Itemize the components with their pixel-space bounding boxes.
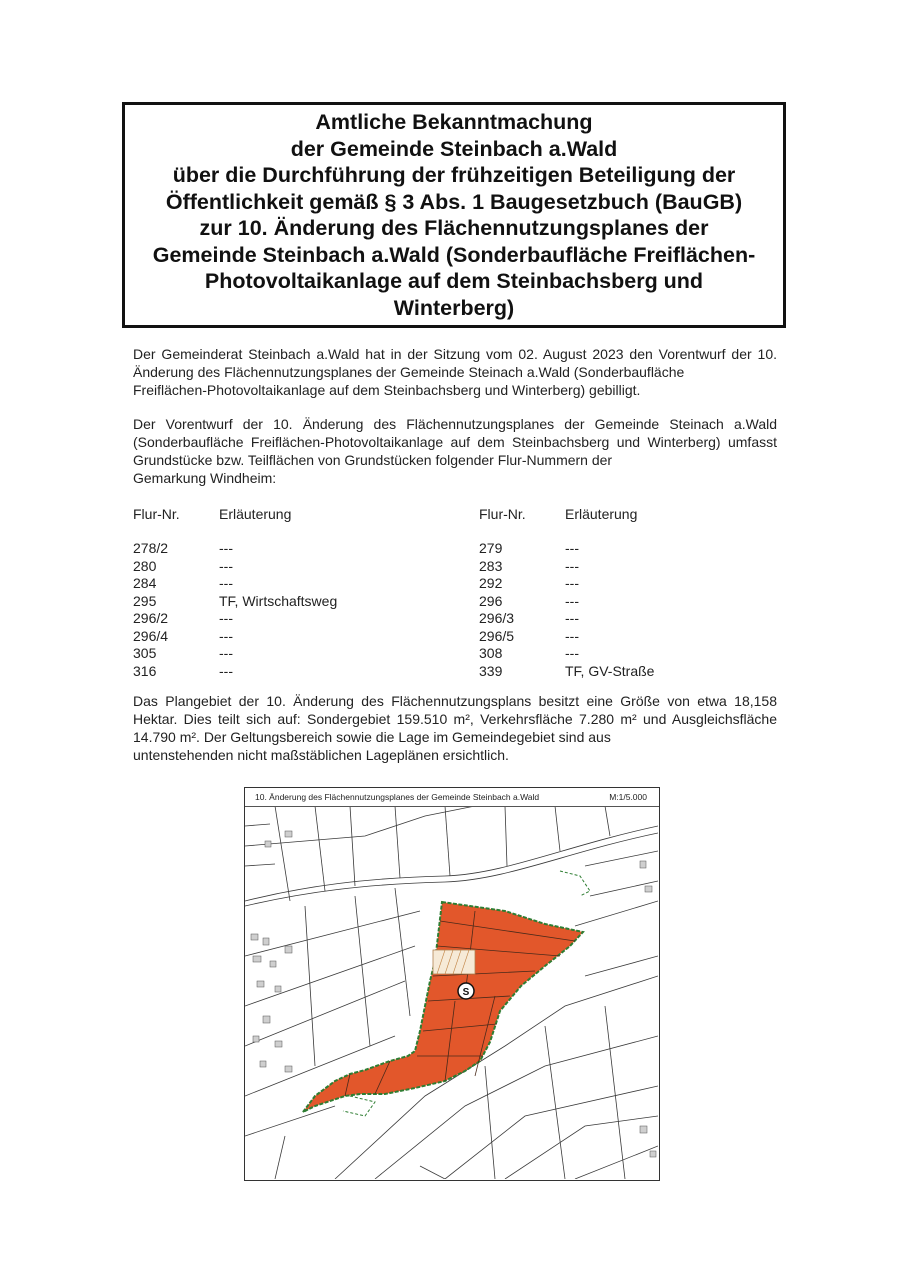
table-row (133, 645, 419, 663)
table-row (479, 540, 765, 558)
flur-nr: 279 (479, 540, 503, 556)
erlaeuterung: --- (565, 575, 579, 591)
paragraph-last-line: untenstehenden nicht maßstäblichen Lageplänen ersichtlich. (133, 747, 509, 763)
flur-nr: 296 (479, 592, 503, 609)
erlaeuterung: --- (219, 627, 233, 644)
erlaeuterung: --- (565, 645, 579, 661)
flur-nr: 284 (133, 575, 157, 591)
erlaeuterung: --- (219, 662, 233, 679)
flur-nr: 308 (479, 645, 503, 661)
table-row (133, 540, 419, 558)
paragraph-scope (133, 415, 777, 487)
table-row (479, 575, 765, 593)
erlaeuterung: --- (219, 610, 233, 626)
green-compensation-line (343, 1096, 375, 1116)
paragraph-body: Das Plangebiet der 10. Änderung des Flächennutzungsplans besitzt eine Größe von etwa 18,158 Hektar. Dies teilt sich auf: Sondergebiet 159.510 m², Verkehrsfläche 7.280 m² und Ausgleichsfläche 14.790 m². Der Geltungsbereich sowie die Lage im Gemeindegebiet sind aus (133, 693, 777, 745)
site-plan-map (244, 787, 660, 1181)
erlaeuterung: --- (565, 610, 579, 626)
table-row (479, 610, 765, 628)
paragraph-last-line: Freiflächen-Photovoltaikanlage auf dem Steinbachsberg und Winterberg) gebilligt. (133, 382, 641, 398)
table-row (479, 645, 765, 663)
paragraph-area-size (133, 692, 777, 764)
title-line: der Gemeinde Steinbach a.Wald (290, 136, 618, 161)
erlaeuterung: --- (565, 627, 579, 644)
paragraph-body: Der Gemeinderat Steinbach a.Wald hat in der Sitzung vom 02. August 2023 den Vorentwurf der 10. Änderung des Flächennutzungsplanes der Gemeinde Steinach a.Wald (Sonderbaufläche (133, 346, 777, 380)
header-flur-nr: Flur-Nr. (133, 506, 180, 522)
paragraph-body: Der Vorentwurf der 10. Änderung des Flächennutzungsplanes der Gemeinde Steinach a.Wald (Sonderbaufläche Freiflächen-Photovoltaikanlage auf dem Steinbachsberg und Winterberg) umfasst Grundstücke bzw. Teilflächen von Grundstücken folgender Flur-Nummern der (133, 416, 777, 468)
title-line: zur 10. Änderung des Flächennutzungsplanes der (199, 216, 709, 240)
flur-table-left (133, 506, 419, 680)
table-row (133, 575, 419, 593)
title-line: über die Durchführung der frühzeitigen Beteiligung der (172, 163, 736, 187)
flur-table-right (479, 506, 765, 680)
erlaeuterung: TF, Wirtschaftsweg (219, 592, 338, 609)
special-area-marker-label: S (462, 987, 470, 998)
title-line: Amtliche Bekanntmachung (315, 110, 593, 134)
table-row (479, 593, 765, 611)
table-row (479, 558, 765, 576)
table-row (133, 610, 419, 628)
flur-nr: 296/4 (133, 627, 169, 644)
announcement-title-box (122, 102, 786, 328)
flur-table-header (479, 506, 765, 540)
flur-nr: 296/3 (479, 610, 515, 626)
header-erlaeuterung: Erläuterung (219, 506, 292, 522)
title-line: Winterberg) (393, 295, 515, 320)
flur-nr: 278/2 (133, 540, 169, 556)
planning-area-polygon (303, 902, 583, 1112)
flur-nr: 283 (479, 557, 503, 574)
flur-nr: 305 (133, 645, 157, 661)
table-row (133, 558, 419, 576)
erlaeuterung: --- (219, 540, 233, 556)
flur-nr: 280 (133, 557, 157, 574)
map-header (245, 788, 659, 807)
erlaeuterung: --- (565, 557, 579, 574)
title-line: Photovoltaikanlage auf dem Steinbachsberg und (204, 269, 704, 293)
erlaeuterung: --- (219, 557, 233, 574)
erlaeuterung: TF, GV-Straße (565, 662, 655, 679)
paragraph-last-line: Gemarkung Windheim: (133, 470, 277, 486)
title-line: Gemeinde Steinbach a.Wald (Sonderbaufläche Freiflächen- (152, 242, 756, 267)
table-row (133, 628, 419, 646)
erlaeuterung: --- (219, 575, 233, 591)
map-scale: M:1/5.000 (609, 792, 647, 802)
header-erlaeuterung: Erläuterung (565, 506, 638, 522)
header-flur-nr: Flur-Nr. (479, 506, 526, 522)
flur-nr: 295 (133, 592, 157, 609)
erlaeuterung: --- (219, 645, 233, 661)
flur-table-header (133, 506, 419, 540)
cadastral-map-drawing (245, 806, 658, 1179)
map-title: 10. Änderung des Flächennutzungsplanes der Gemeinde Steinbach a.Wald (255, 792, 540, 802)
flur-nr: 316 (133, 662, 157, 679)
flur-nr: 292 (479, 575, 503, 591)
table-row (133, 663, 419, 681)
erlaeuterung: --- (565, 540, 579, 556)
erlaeuterung: --- (565, 592, 579, 609)
paragraph-resolution (133, 345, 777, 399)
table-row (479, 628, 765, 646)
title-line: Öffentlichkeit gemäß § 3 Abs. 1 Baugesetzbuch (BauGB) (165, 189, 743, 214)
table-row (479, 663, 765, 681)
green-compensation-line (560, 871, 590, 896)
flur-nr: 339 (479, 662, 503, 679)
flur-nr: 296/2 (133, 610, 169, 626)
table-row (133, 593, 419, 611)
flur-nr: 296/5 (479, 627, 515, 644)
